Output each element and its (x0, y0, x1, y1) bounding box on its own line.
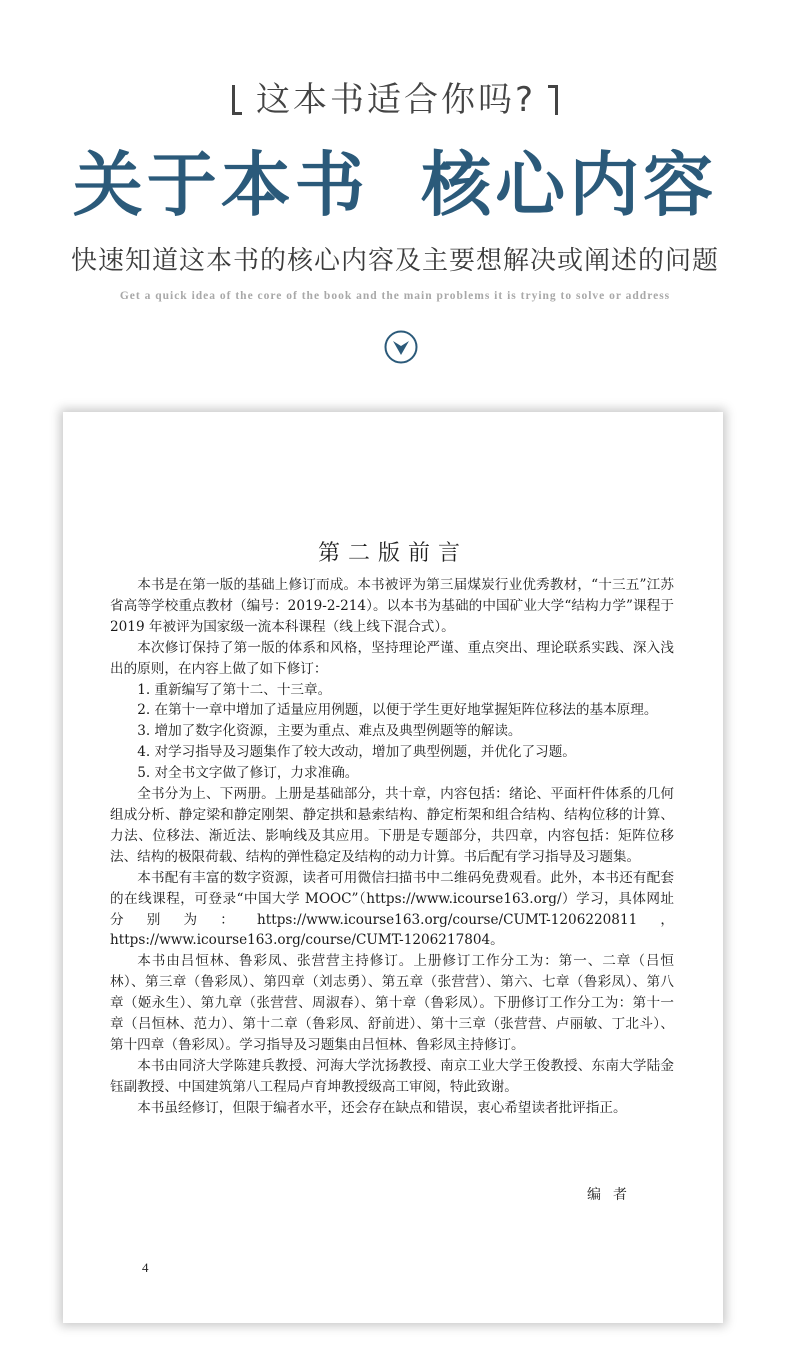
list-item: 4. 对学习指导及习题集作了较大改动，增加了典型例题，并优化了习题。 (137, 744, 576, 761)
chevron-down-circle-icon[interactable] (384, 330, 418, 364)
paragraph: 本书由同济大学陈建兵教授、河海大学沈扬教授、南京工业大学王俊教授、东南大学陆金钰副教授、中国建筑第八工程局卢育坤教授级高工审阅，特此致谢。 (110, 1057, 674, 1095)
list-item: 3. 增加了数字化资源，主要为重点、难点及典型例题等的解读。 (137, 723, 522, 740)
subtitle-chinese: 快速知道这本书的核心内容及主要想解决或阐述的问题 (70, 246, 719, 276)
eyebrow-heading (0, 78, 790, 122)
signature: 编者 (587, 1187, 639, 1203)
eyebrow-text: 这本书适合你吗? (255, 80, 537, 120)
bracket-right-icon (548, 85, 558, 115)
paragraph: 全书分为上、下两册。上册是基础部分，共十章，内容包括：绪论、平面杆件体系的几何组成分析、静定梁和静定刚架、静定拱和悬索结构、静定桁架和组合结构、结构位移的计算、力法、位移法、渐近法、影响线及其应用。下册是专题部分，共四章，内容包括：矩阵位移法、结构的极限荷载、结构的弹性稳定及结构的动力计算。书后配有学习指导及习题集。 (110, 786, 674, 865)
document-body (110, 575, 674, 1119)
promo-header (0, 0, 790, 400)
subtitle-english: Get a quick idea of the core of the book and the main problems it is trying to solve or address (119, 290, 671, 302)
book-page-preview (63, 412, 723, 1323)
paragraph: 本书由吕恒林、鲁彩凤、张营营主持修订。上册修订工作分工为：第一、二章（吕恒林）、第三章（鲁彩凤）、第四章（刘志勇）、第五章（张营营）、第六、七章（鲁彩凤）、第八章（姬永生）、第九章（张营营、周淑春）、第十章（鲁彩凤）。下册修订工作分工为：第十一章（吕恒林、范力）、第十二章（鲁彩凤、舒前进）、第十三章（张营营、卢丽敏、丁北斗）、第十四章（鲁彩凤）。学习指导及习题集由吕恒林、鲁彩凤主持修订。 (110, 953, 674, 1053)
page-number: 4 (142, 1260, 149, 1275)
bracket-left-icon (232, 85, 242, 115)
list-item: 5. 对全书文字做了修订，力求准确。 (137, 765, 359, 782)
main-title: 关于本书 核心内容 (72, 143, 718, 226)
list-item: 1. 重新编写了第十二、十三章。 (137, 681, 332, 698)
list-item: 2. 在第十一章中增加了适量应用例题，以便于学生更好地掌握矩阵位移法的基本原理。 (137, 702, 658, 719)
document-title: 第二版前言 (317, 541, 468, 566)
paragraph: 本书虽经修订，但限于编者水平，还会存在缺点和错误，衷心希望读者批评指正。 (137, 1099, 627, 1116)
paragraph: 本次修订保持了第一版的体系和风格，坚持理论严谨、重点突出、理论联系实践、深入浅出的原则，在内容上做了如下修订： (110, 639, 674, 677)
paragraph: 本书是在第一版的基础上修订而成。本书被评为第三届煤炭行业优秀教材，“十三五”江苏省高等学校重点教材（编号：2019-2-214）。以本书为基础的中国矿业大学“结构力学”课程于 2019 年被评为国家级一流本科课程（线上线下混合式）。 (110, 577, 674, 635)
paragraph: 本书配有丰富的数字资源，读者可用微信扫描书中二维码免费观看。此外，本书还有配套的在线课程，可登录“中国大学 MOOC”（https://www.icourse163.org/）学习，具体网址分别为：https://www.icourse163.org/course/CUMT-1206220811，https://www.icourse163.org/course/CUMT-1206217804。 (110, 869, 674, 949)
